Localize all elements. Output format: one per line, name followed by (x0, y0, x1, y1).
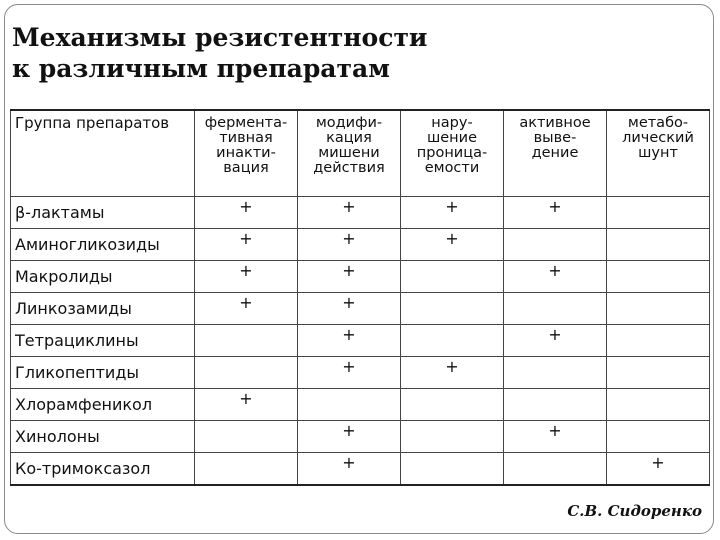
title-line-2: к различным препаратам (12, 54, 390, 83)
table-row (11, 229, 710, 261)
mechanism-mark: + (445, 196, 459, 216)
mechanism-cell (401, 261, 504, 293)
mechanism-cell (401, 197, 504, 229)
title-line-1: Механизмы резистентности (12, 23, 428, 52)
mechanism-mark: + (548, 324, 562, 344)
mechanism-mark: + (239, 260, 253, 280)
mechanism-cell (401, 229, 504, 261)
table-row (11, 197, 710, 229)
mechanism-cell (401, 357, 504, 389)
mechanism-mark: + (445, 356, 459, 376)
table-row (11, 357, 710, 389)
resistance-table (10, 109, 710, 486)
mechanism-cell (195, 389, 298, 421)
mechanism-mark: + (342, 324, 356, 344)
table-row (11, 293, 710, 325)
mechanism-cell (504, 261, 607, 293)
drug-name-cell: Макролиды (11, 261, 195, 293)
drug-name-cell: Тетрациклины (11, 325, 195, 357)
mechanism-mark: + (445, 228, 459, 248)
drug-name-cell: β-лактамы (11, 197, 195, 229)
mechanism-cell (195, 421, 298, 453)
mechanism-cell (504, 453, 607, 486)
mechanism-cell (504, 229, 607, 261)
mechanism-mark: + (342, 420, 356, 440)
table-row (11, 261, 710, 293)
mechanism-mark: + (342, 228, 356, 248)
header-drug-group: Группа препаратов (11, 110, 195, 197)
mechanism-cell (607, 229, 710, 261)
table-row (11, 453, 710, 486)
mechanism-cell (195, 293, 298, 325)
mechanism-cell (504, 197, 607, 229)
header-metabolic-shunt: метабо- лический шунт (607, 110, 710, 197)
slide-title (12, 22, 427, 84)
author-signature: С.В. Сидоренко (567, 502, 702, 520)
table-row (11, 325, 710, 357)
mechanism-cell (195, 453, 298, 486)
header-target-modification: модифи- кация мишени действия (298, 110, 401, 197)
mechanism-cell (401, 453, 504, 486)
mechanism-cell (401, 293, 504, 325)
mechanism-cell (401, 421, 504, 453)
mechanism-cell (504, 325, 607, 357)
mechanism-cell (195, 229, 298, 261)
mechanism-cell (195, 197, 298, 229)
mechanism-cell (298, 453, 401, 486)
table-row (11, 389, 710, 421)
mechanism-mark: + (239, 388, 253, 408)
mechanism-cell (504, 389, 607, 421)
mechanism-cell (607, 357, 710, 389)
mechanism-cell (298, 325, 401, 357)
mechanism-cell (607, 293, 710, 325)
mechanism-mark: + (342, 196, 356, 216)
mechanism-mark: + (342, 292, 356, 312)
mechanism-cell (298, 197, 401, 229)
mechanism-mark: + (239, 292, 253, 312)
mechanism-cell (298, 421, 401, 453)
mechanism-mark: + (239, 196, 253, 216)
mechanism-cell (607, 389, 710, 421)
table-header-row (11, 110, 710, 197)
drug-name-cell: Аминогликозиды (11, 229, 195, 261)
mechanism-cell (607, 197, 710, 229)
mechanism-cell (401, 325, 504, 357)
mechanism-cell (504, 293, 607, 325)
mechanism-cell (298, 261, 401, 293)
mechanism-mark: + (548, 196, 562, 216)
mechanism-cell (298, 229, 401, 261)
mechanism-cell (195, 261, 298, 293)
drug-name-cell: Ко-тримоксазол (11, 453, 195, 486)
mechanism-cell (195, 357, 298, 389)
mechanism-cell (298, 389, 401, 421)
header-enzymatic-inactivation: фермента- тивная инакти- вация (195, 110, 298, 197)
table-row (11, 421, 710, 453)
mechanism-cell (504, 421, 607, 453)
drug-name-cell: Гликопептиды (11, 357, 195, 389)
drug-name-cell: Хинолоны (11, 421, 195, 453)
mechanism-mark: + (342, 356, 356, 376)
mechanism-mark: + (548, 260, 562, 280)
mechanism-cell (504, 357, 607, 389)
header-permeability-disruption: нару- шение проница- емости (401, 110, 504, 197)
mechanism-cell (298, 293, 401, 325)
mechanism-cell (607, 453, 710, 486)
mechanism-mark: + (342, 452, 356, 472)
mechanism-mark: + (239, 228, 253, 248)
header-active-efflux: активное выве- дение (504, 110, 607, 197)
mechanism-cell (195, 325, 298, 357)
mechanism-cell (401, 389, 504, 421)
drug-name-cell: Линкозамиды (11, 293, 195, 325)
mechanism-cell (298, 357, 401, 389)
mechanism-mark: + (342, 260, 356, 280)
mechanism-mark: + (548, 420, 562, 440)
mechanism-cell (607, 421, 710, 453)
mechanism-cell (607, 261, 710, 293)
drug-name-cell: Хлорамфеникол (11, 389, 195, 421)
mechanism-mark: + (651, 452, 665, 472)
mechanism-cell (607, 325, 710, 357)
